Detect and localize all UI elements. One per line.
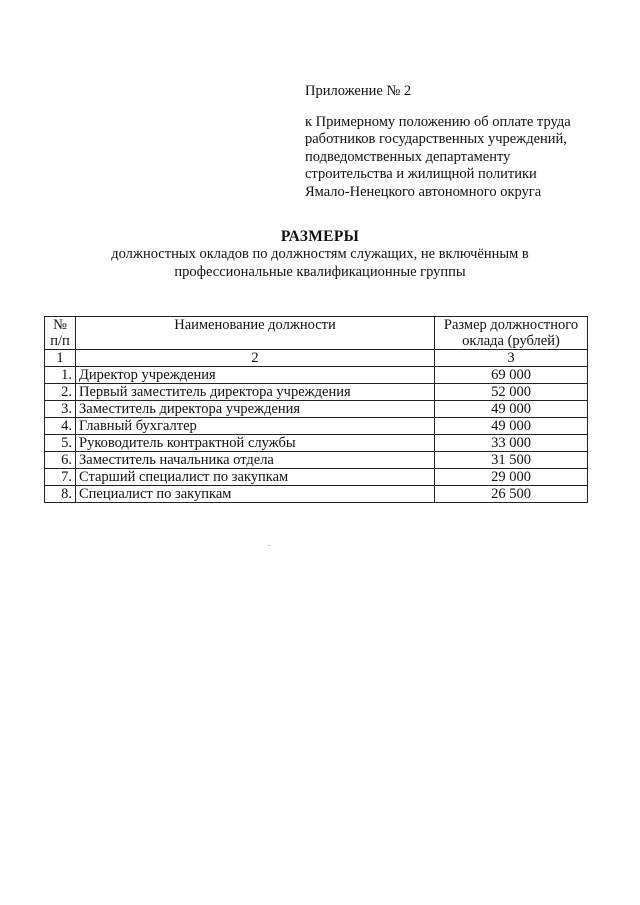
document-subtitle bbox=[60, 246, 580, 281]
row-number: 1. bbox=[45, 367, 76, 384]
row-salary: 29 000 bbox=[435, 469, 588, 486]
table-row bbox=[45, 418, 588, 435]
row-salary: 52 000 bbox=[435, 384, 588, 401]
index-cell: 2 bbox=[76, 350, 435, 367]
table-row bbox=[45, 367, 588, 384]
header-salary bbox=[435, 317, 588, 350]
index-cell: 3 bbox=[435, 350, 588, 367]
appendix-line: работников государственных учреждений, bbox=[305, 131, 567, 147]
table-row bbox=[45, 469, 588, 486]
row-position: Руководитель контрактной службы bbox=[76, 435, 435, 452]
appendix-line: подведомственных департаменту bbox=[305, 148, 511, 165]
row-number: 8. bbox=[45, 486, 76, 503]
row-number: 3. bbox=[45, 401, 76, 418]
row-salary: 49 000 bbox=[435, 418, 588, 435]
row-position: Заместитель начальника отдела bbox=[76, 452, 435, 469]
subtitle-line: должностных окладов по должностям служащих, не включённым в bbox=[111, 246, 529, 262]
header-position: Наименование должности bbox=[76, 317, 435, 350]
table-index-row bbox=[45, 350, 588, 367]
appendix-block bbox=[305, 83, 605, 201]
row-number: 5. bbox=[45, 435, 76, 452]
row-number: 6. bbox=[45, 452, 76, 469]
table-header-row bbox=[45, 317, 588, 350]
appendix-line: Ямало-Ненецкого автономного округа bbox=[305, 183, 542, 200]
row-salary: 26 500 bbox=[435, 486, 588, 503]
appendix-line: строительства и жилищной политики bbox=[305, 166, 537, 182]
index-cell: 1 bbox=[45, 350, 76, 367]
header-num-line: п/п bbox=[50, 333, 70, 349]
appendix-line: к Примерному положению об оплате труда bbox=[305, 113, 571, 130]
row-number: 4. bbox=[45, 418, 76, 435]
document-title: РАЗМЕРЫ bbox=[280, 228, 360, 245]
appendix-number: Приложение № 2 bbox=[305, 83, 412, 99]
row-position: Директор учреждения bbox=[76, 367, 435, 384]
table-row bbox=[45, 384, 588, 401]
header-salary-line: оклада (рублей) bbox=[462, 333, 560, 349]
row-number: 7. bbox=[45, 469, 76, 486]
table-row bbox=[45, 452, 588, 469]
row-position: Заместитель директора учреждения bbox=[76, 401, 435, 418]
header-salary-line: Размер должностного bbox=[443, 317, 579, 333]
row-position: Главный бухгалтер bbox=[76, 418, 435, 435]
table-row bbox=[45, 435, 588, 452]
subtitle-line: профессиональные квалификационные группы bbox=[174, 263, 466, 280]
salary-table bbox=[44, 316, 588, 503]
row-salary: 49 000 bbox=[435, 401, 588, 418]
header-num bbox=[45, 317, 76, 350]
row-number: 2. bbox=[45, 384, 76, 401]
row-salary: 33 000 bbox=[435, 435, 588, 452]
row-salary: 69 000 bbox=[435, 367, 588, 384]
table-row bbox=[45, 401, 588, 418]
row-salary: 31 500 bbox=[435, 452, 588, 469]
row-position: Специалист по закупкам bbox=[76, 486, 435, 503]
row-position: Первый заместитель директора учреждения bbox=[76, 384, 435, 401]
table-row bbox=[45, 486, 588, 503]
header-num-line: № bbox=[53, 317, 67, 333]
scan-speck bbox=[268, 545, 270, 546]
row-position: Старший специалист по закупкам bbox=[76, 469, 435, 486]
